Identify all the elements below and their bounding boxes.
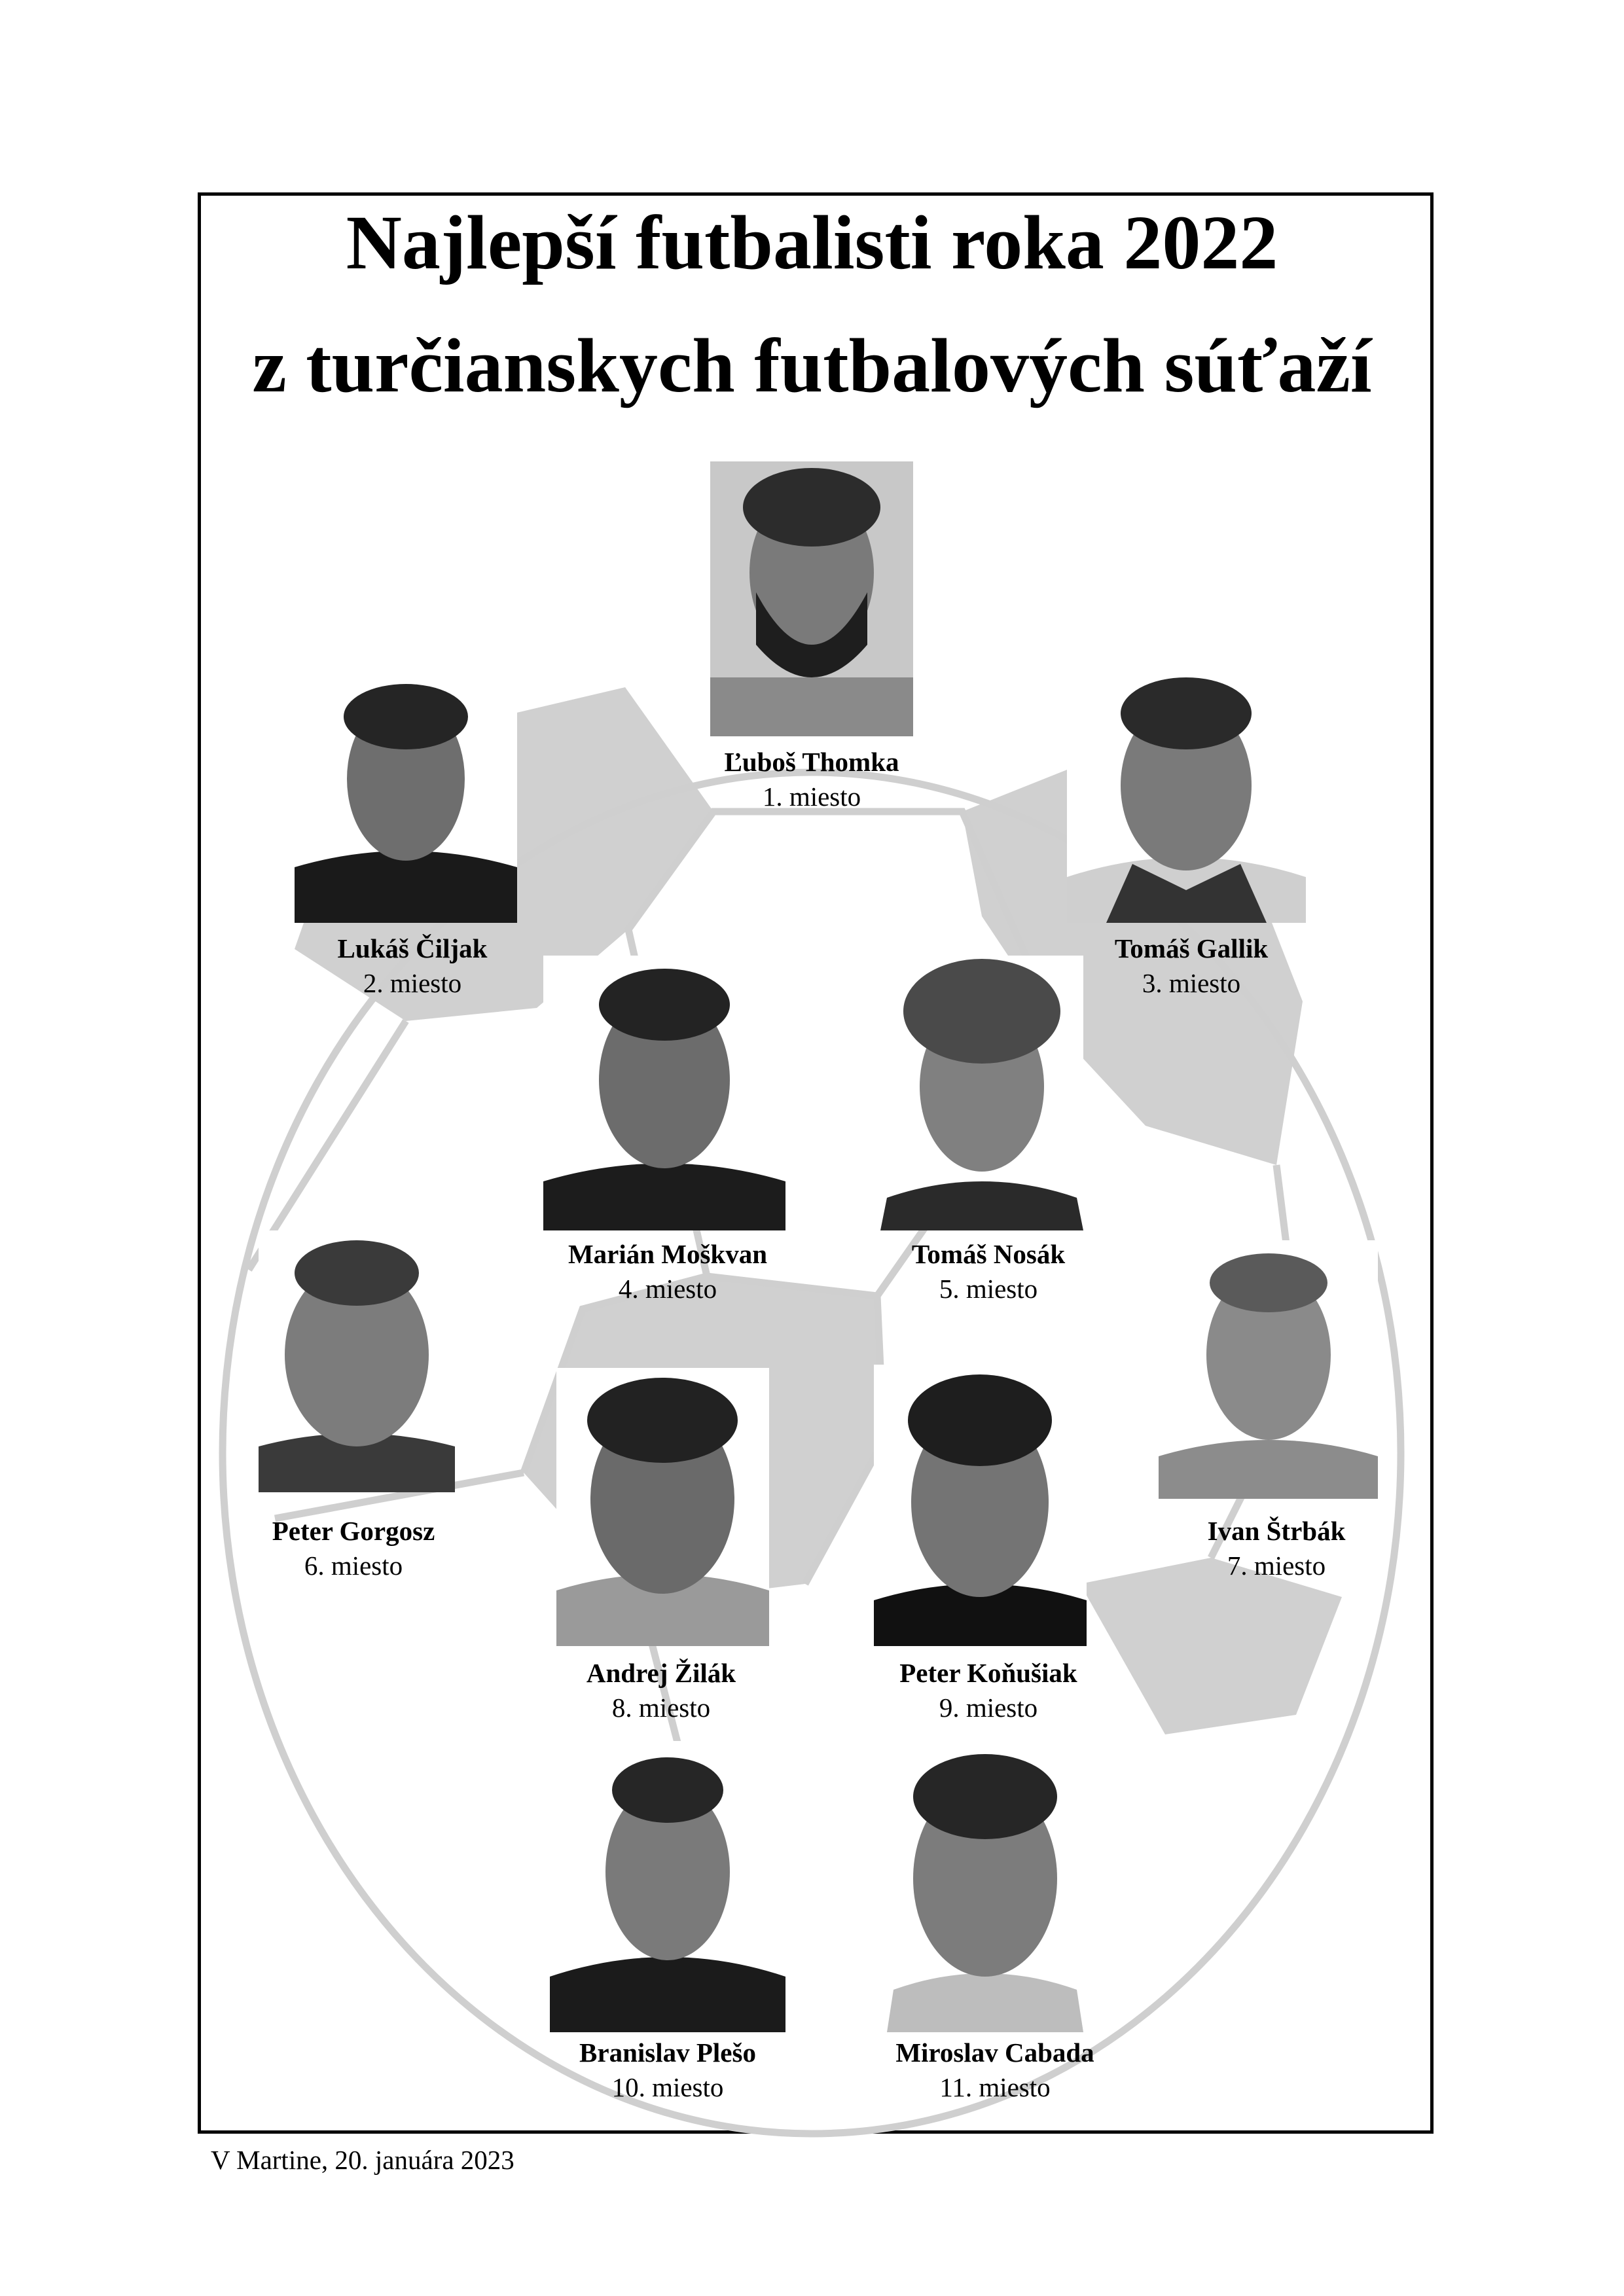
player-rank: 8. miesto: [611, 1693, 711, 1723]
page-title: Najlepší futbalisti roka 2022: [346, 200, 1278, 285]
player-card: [530, 1237, 805, 1307]
player-photo: [556, 1368, 769, 1646]
player-rank: 9. miesto: [939, 1693, 1038, 1723]
player-photo: [1159, 1240, 1378, 1499]
player-rank: 11. miesto: [939, 2072, 1051, 2103]
footer-date: V Martine, 20. januára 2023: [211, 2145, 514, 2175]
player-rank: 1. miesto: [762, 781, 861, 812]
player-photo: [710, 461, 913, 736]
player-rank: 6. miesto: [304, 1551, 403, 1581]
player-rank: 10. miesto: [611, 2072, 724, 2103]
player-name: Branislav Plešo: [579, 2037, 756, 2068]
player-rank: 7. miesto: [1227, 1551, 1326, 1581]
player-name: Andrej Žilák: [586, 1658, 736, 1688]
player-card: [530, 2036, 805, 2106]
player-name: Lukáš Čiljak: [337, 933, 488, 963]
player-name: Tomáš Nosák: [911, 1239, 1066, 1269]
player-rank: 3. miesto: [1142, 968, 1241, 999]
player-photo: [1067, 668, 1306, 923]
player-photo: [880, 956, 1083, 1230]
player-photo: [550, 1741, 785, 2032]
player-card: [851, 1237, 1126, 1307]
player-card: [1054, 931, 1329, 1001]
player-name: Ľuboš Thomka: [724, 747, 899, 777]
player-rank: 5. miesto: [939, 1274, 1038, 1304]
player-card: [851, 1656, 1126, 1726]
player-photo: [259, 1230, 455, 1492]
player-rank: 2. miesto: [363, 968, 462, 999]
player-photo: [874, 1365, 1087, 1646]
page-subtitle: z turčianskych futbalových súťaží: [252, 323, 1372, 408]
player-name: Peter Gorgosz: [272, 1516, 435, 1546]
player-name: Ivan Štrbák: [1207, 1516, 1346, 1546]
player-card: [1139, 1514, 1414, 1584]
player-card: [857, 2036, 1132, 2106]
player-card: [524, 1656, 799, 1726]
player-photo: [887, 1741, 1083, 2032]
player-photo: [295, 671, 517, 923]
player-name: Peter Koňušiak: [899, 1658, 1077, 1688]
player-name: Tomáš Gallik: [1114, 933, 1269, 963]
player-card: [674, 745, 949, 815]
player-card: [275, 931, 550, 1001]
player-name: Marián Moškvan: [568, 1239, 768, 1269]
player-name: Miroslav Cabada: [895, 2037, 1094, 2068]
player-card: [216, 1514, 491, 1584]
player-rank: 4. miesto: [618, 1274, 717, 1304]
player-photo: [543, 956, 785, 1230]
